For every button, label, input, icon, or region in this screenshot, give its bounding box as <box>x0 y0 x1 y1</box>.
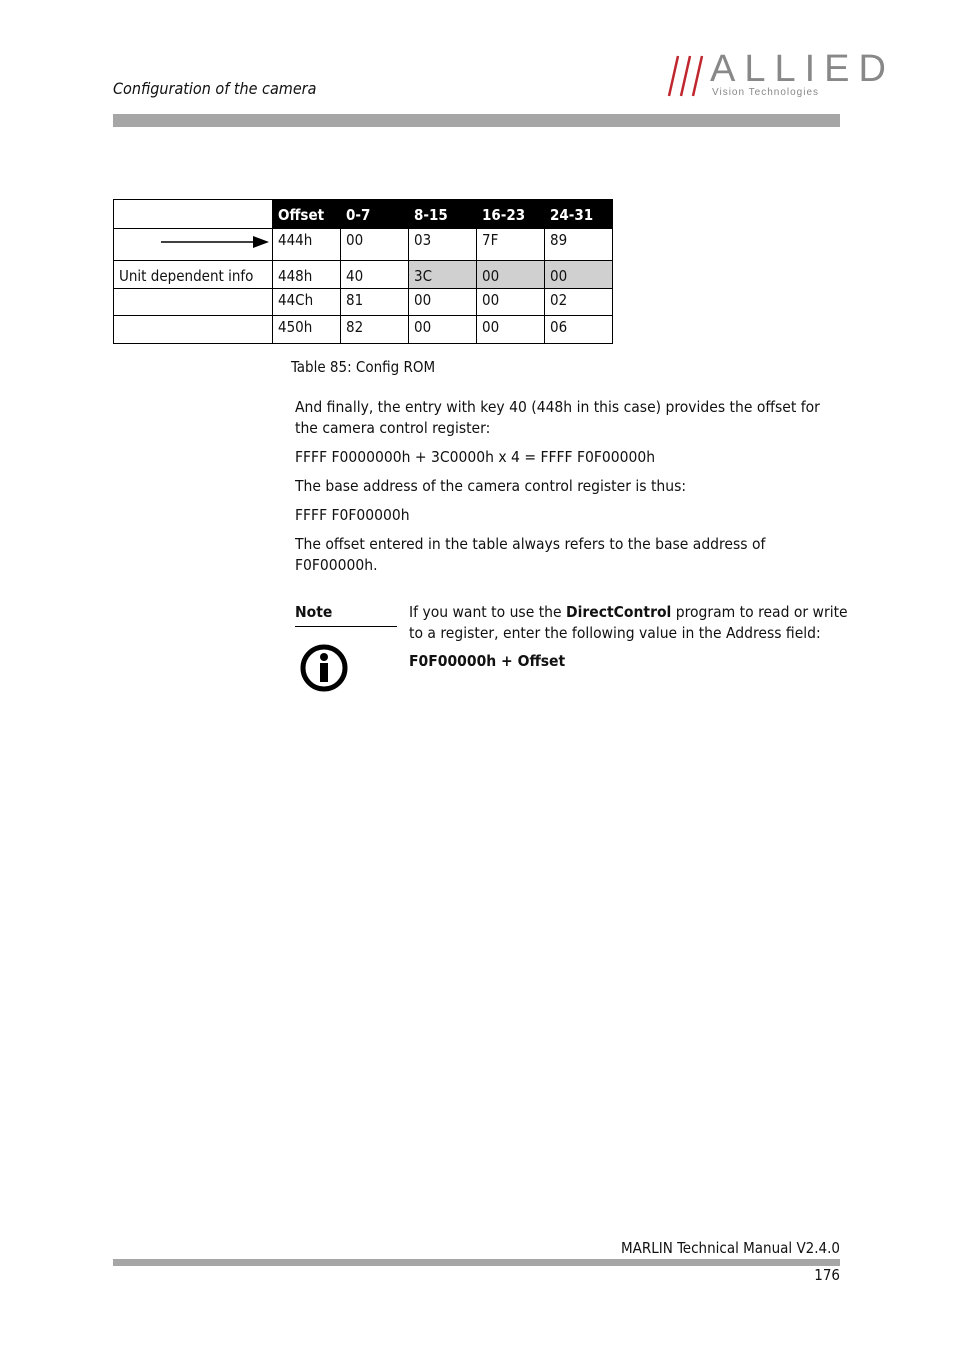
table-cell: 444h <box>273 229 341 261</box>
table-header-cell: 24-31 <box>545 200 613 229</box>
table-cell-highlighted: 00 <box>545 261 613 289</box>
row-label-cell <box>114 229 273 261</box>
config-rom-table <box>113 199 613 344</box>
body-paragraph: The base address of the camera control register is thus: <box>295 477 687 495</box>
table-cell: 89 <box>545 229 613 261</box>
logo-slashes-icon <box>666 54 710 98</box>
table-cell: 00 <box>409 316 477 344</box>
table-header-cell: 0-7 <box>341 200 409 229</box>
table-cell-highlighted: 00 <box>477 261 545 289</box>
table-cell: 06 <box>545 316 613 344</box>
logo-subtitle: Vision Technologies <box>712 87 820 98</box>
note-text <box>409 602 849 644</box>
table-header-blank <box>114 200 273 229</box>
table-cell: 00 <box>341 229 409 261</box>
table-cell: 450h <box>273 316 341 344</box>
body-paragraph: And finally, the entry with key 40 (448h in this case) provides the offset for the camera control register: <box>295 398 820 437</box>
table-row <box>114 229 613 261</box>
table-cell: 00 <box>409 289 477 316</box>
note-formula: F0F00000h + Offset <box>409 652 566 670</box>
table-header-cell: 16-23 <box>477 200 545 229</box>
arrow-right-icon <box>161 235 271 249</box>
table-cell: 00 <box>477 289 545 316</box>
table-row <box>114 289 613 316</box>
table-cell: 81 <box>341 289 409 316</box>
table-cell: 02 <box>545 289 613 316</box>
note-text-after: program to read or write to a register, enter the following value in the Address field: <box>409 603 848 642</box>
note-rule <box>295 626 397 627</box>
formula-line: FFFF F0000000h + 3C0000h x 4 = FFFF F0F00000h <box>295 448 656 466</box>
note-text-before: If you want to use the <box>409 603 567 621</box>
section-title: Configuration of the camera <box>113 79 317 98</box>
table-row <box>114 261 613 289</box>
note-program-name: DirectControl <box>566 603 672 621</box>
table-cell: 7F <box>477 229 545 261</box>
logo-word: ALLIED <box>710 48 895 90</box>
table-cell: 82 <box>341 316 409 344</box>
table-cell: 448h <box>273 261 341 289</box>
table-cell: 44Ch <box>273 289 341 316</box>
table-cell: 00 <box>477 316 545 344</box>
info-icon <box>299 643 349 693</box>
table-header-row <box>114 200 613 229</box>
header-rule <box>113 114 840 127</box>
table-header-cell: Offset <box>273 200 341 229</box>
address-line: FFFF F0F00000h <box>295 506 410 524</box>
body-paragraph: The offset entered in the table always refers to the base address of F0F00000h. <box>295 535 766 574</box>
table-caption: Table 85: Config ROM <box>291 358 436 376</box>
table-cell: 40 <box>341 261 409 289</box>
footer-rule <box>113 1259 840 1266</box>
table-row <box>114 316 613 344</box>
allied-logo <box>666 48 895 104</box>
page-number: 176 <box>814 1266 840 1284</box>
row-label-cell <box>114 316 273 344</box>
row-label-cell: Unit dependent info <box>114 261 273 289</box>
row-label-cell <box>114 289 273 316</box>
table-cell: 03 <box>409 229 477 261</box>
note-label: Note <box>295 603 333 621</box>
table-header-cell: 8-15 <box>409 200 477 229</box>
footer-manual-title: MARLIN Technical Manual V2.4.0 <box>621 1239 840 1257</box>
table-cell-highlighted: 3C <box>409 261 477 289</box>
